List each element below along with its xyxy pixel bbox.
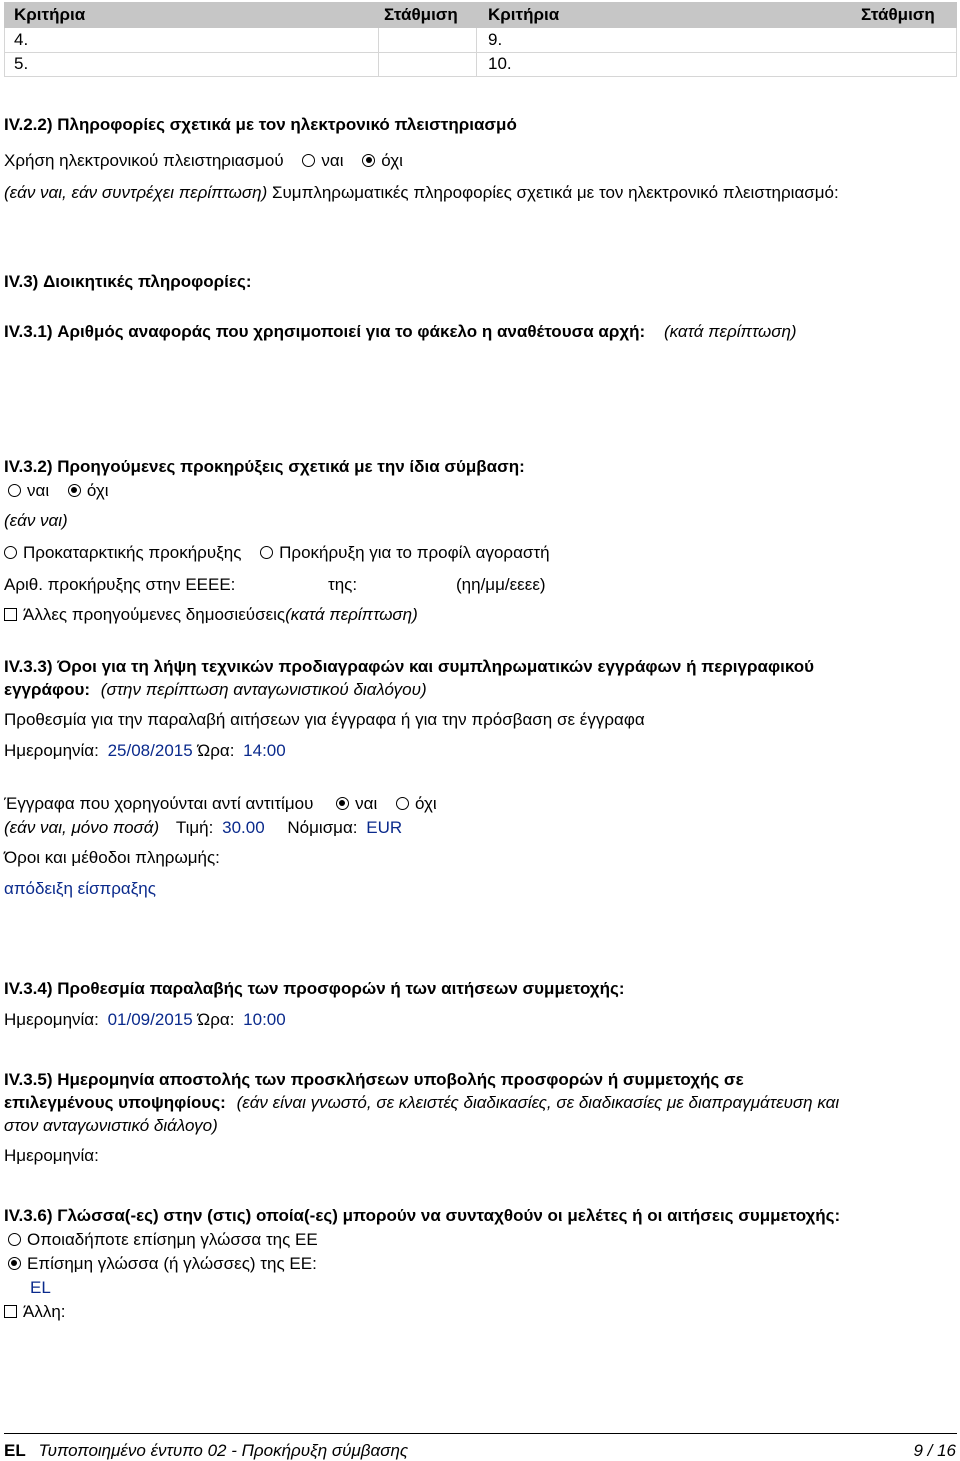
prior-notice-no-label: όχι [86,481,109,500]
radio-selected-icon[interactable] [362,154,375,167]
prior-notice-row [8,481,109,501]
radio-icon[interactable] [302,154,315,167]
section-iv33-heading: IV.3.3) Όροι για τη λήψη τεχνικών προδιαγραφών και συμπληρωματικών εγγράφων ή περιγραφικού [4,657,815,676]
prior-notice-yes-label: ναι [27,481,50,500]
criteria-cell: 5. [14,54,29,73]
documents-time-value: 14:00 [243,741,286,760]
criteria-header-2: Κριτήρια [488,5,560,24]
section-iv31-heading: IV.3.1) Αριθμός αναφοράς που χρησιμοποιεί για το φάκελο η αναθέτουσα αρχή: [4,322,646,341]
notice-date-format: (ηη/μμ/εεεε) [456,575,546,594]
time-label: Ώρα: [197,1010,235,1029]
radio-selected-icon[interactable] [8,1257,21,1270]
payment-terms-label: Όροι και μέθοδοι πληρωμής: [4,848,220,867]
language-other-option[interactable] [4,1302,66,1322]
weighting-header-2: Στάθμιση [861,5,935,24]
price-label: Τιμή: [175,818,214,837]
section-iv22-heading: IV.2.2) Πληροφορίες σχετικά με τον ηλεκτρονικό πλειστηριασμό [4,115,517,134]
payable-no-label: όχι [414,794,437,813]
documents-date-value: 25/08/2015 [107,741,193,760]
footer-divider [4,1433,957,1434]
checkbox-icon[interactable] [4,1305,17,1318]
currency-value: EUR [366,818,403,837]
language-official-value: EL [30,1278,51,1297]
eauction-note-italic: (εάν ναι, εάν συντρέχει περίπτωση) [4,183,268,202]
other-publications-note: (κατά περίπτωση) [285,605,418,624]
section-iv35-heading-cont: επιλεγμένους υποψηφίους: [4,1093,226,1112]
section-iv33-heading-cont: εγγράφου: [4,680,91,699]
eauction-row [4,151,403,171]
section-iv32-heading: IV.3.2) Προηγούμενες προκηρύξεις σχετικά με την ίδια σύμβαση: [4,457,525,476]
checkbox-icon[interactable] [4,608,17,621]
invitation-date-label: Ημερομηνία: [4,1146,99,1165]
radio-icon[interactable] [260,546,273,559]
tender-deadline-row [4,1010,286,1030]
section-iv31 [4,322,797,342]
price-row [4,818,402,838]
radio-icon[interactable] [8,1233,21,1246]
time-label: Ώρα: [197,741,235,760]
prior-information-option[interactable] [4,543,241,562]
notice-number-label: Αριθ. προκήρυξης στην ΕΕΕΕ: [4,575,236,594]
radio-icon[interactable] [4,546,17,559]
documents-deadline-row [4,741,286,761]
table-border [4,76,957,77]
payable-documents-label: Έγγραφα που χορηγούνται αντί αντιτίμου [4,794,314,813]
payable-yes[interactable] [336,794,377,813]
radio-selected-icon[interactable] [68,484,81,497]
section-iv35-heading: IV.3.5) Ημερομηνία αποστολής των προσκλήσεων υποβολής προσφορών ή συμμετοχής σε [4,1070,744,1089]
language-any-option[interactable] [8,1230,318,1250]
language-official-option[interactable] [8,1254,317,1274]
table-border [4,52,957,53]
documents-deadline-text: Προθεσμία για την παραλαβή αιτήσεων για έγγραφα ή για την πρόσβαση σε έγγραφα [4,710,645,729]
section-iv34-heading: IV.3.4) Προθεσμία παραλαβής των προσφορών ή των αιτήσεων συμμετοχής: [4,979,625,998]
notice-of-label: της: [328,575,358,594]
amount-note: (εάν ναι, μόνο ποσά) [4,818,160,837]
prior-notice-type-row [4,543,550,563]
footer-language: EL [4,1441,26,1460]
language-official-label: Επίσημη γλώσσα (ή γλώσσες) της ΕΕ: [27,1254,317,1273]
criteria-table-header [4,2,957,28]
payment-terms-value: απόδειξη είσπραξης [4,879,156,898]
table-row [4,28,957,52]
eauction-label: Χρήση ηλεκτρονικού πλειστηριασμού [4,151,284,170]
criteria-cell: 10. [488,54,512,73]
payable-documents-row [4,794,437,814]
section-iv31-note: (κατά περίπτωση) [663,322,797,341]
footer-page-number: 9 / 16 [913,1441,956,1460]
tender-time-value: 10:00 [243,1010,286,1029]
section-iv3-heading: IV.3) Διοικητικές πληροφορίες: [4,272,252,291]
radio-icon[interactable] [396,797,409,810]
section-iv33-note: (στην περίπτωση ανταγωνιστικού διαλόγου) [100,680,427,699]
section-iv35-note-cont: στον ανταγωνιστικό διάλογο) [4,1116,218,1135]
radio-icon[interactable] [8,484,21,497]
date-label: Ημερομηνία: [4,1010,99,1029]
radio-selected-icon[interactable] [336,797,349,810]
criteria-cell: 9. [488,30,503,49]
prior-notice-yes[interactable] [8,481,49,500]
eauction-yes[interactable] [302,151,343,170]
price-value: 30.00 [222,818,265,837]
footer-form-name: Τυποποιημένο έντυπο 02 - Προκήρυξη σύμβασης [38,1441,409,1460]
section-iv33-heading-line2 [4,680,427,700]
prior-notice-no[interactable] [68,481,109,500]
language-other-label: Άλλη: [23,1302,66,1321]
criteria-cell: 4. [14,30,29,49]
eauction-no[interactable] [362,151,403,170]
section-iv36-heading: IV.3.6) Γλώσσα(-ες) στην (στις) οποία(-ες) μπορούν να συνταχθούν οι μελέτες ή οι αιτήσεις συμμετοχής: [4,1206,841,1225]
buyer-profile-option[interactable] [260,543,549,562]
criteria-header-1: Κριτήρια [14,5,86,24]
currency-label: Νόμισμα: [287,818,358,837]
language-any-label: Οποιαδήποτε επίσημη γλώσσα της ΕΕ [27,1230,318,1249]
footer-left [4,1441,408,1461]
tender-date-value: 01/09/2015 [107,1010,193,1029]
eauction-note [4,183,839,203]
eauction-yes-label: ναι [321,151,344,170]
other-publications-label: Άλλες προηγούμενες δημοσιεύσεις [23,605,286,624]
payable-no[interactable] [396,794,437,813]
section-iv35-heading-line2 [4,1093,839,1113]
payable-yes-label: ναι [355,794,378,813]
section-iv35-note: (εάν είναι γνωστό, σε κλειστές διαδικασίες, σε διαδικασίες με διαπραγμάτευση και [236,1093,840,1112]
eauction-note-text: Συμπληρωματικές πληροφορίες σχετικά με τον ηλεκτρονικό πλειστηριασμό: [271,183,839,202]
eauction-no-label: όχι [381,151,403,170]
weighting-header-1: Στάθμιση [384,5,458,24]
table-row [4,52,957,76]
date-label: Ημερομηνία: [4,741,99,760]
other-publications-row [4,605,418,625]
prior-notice-if-yes: (εάν ναι) [4,511,68,530]
buyer-profile-label: Προκήρυξη για το προφίλ αγοραστή [279,543,550,562]
prior-information-label: Προκαταρκτικής προκήρυξης [23,543,242,562]
